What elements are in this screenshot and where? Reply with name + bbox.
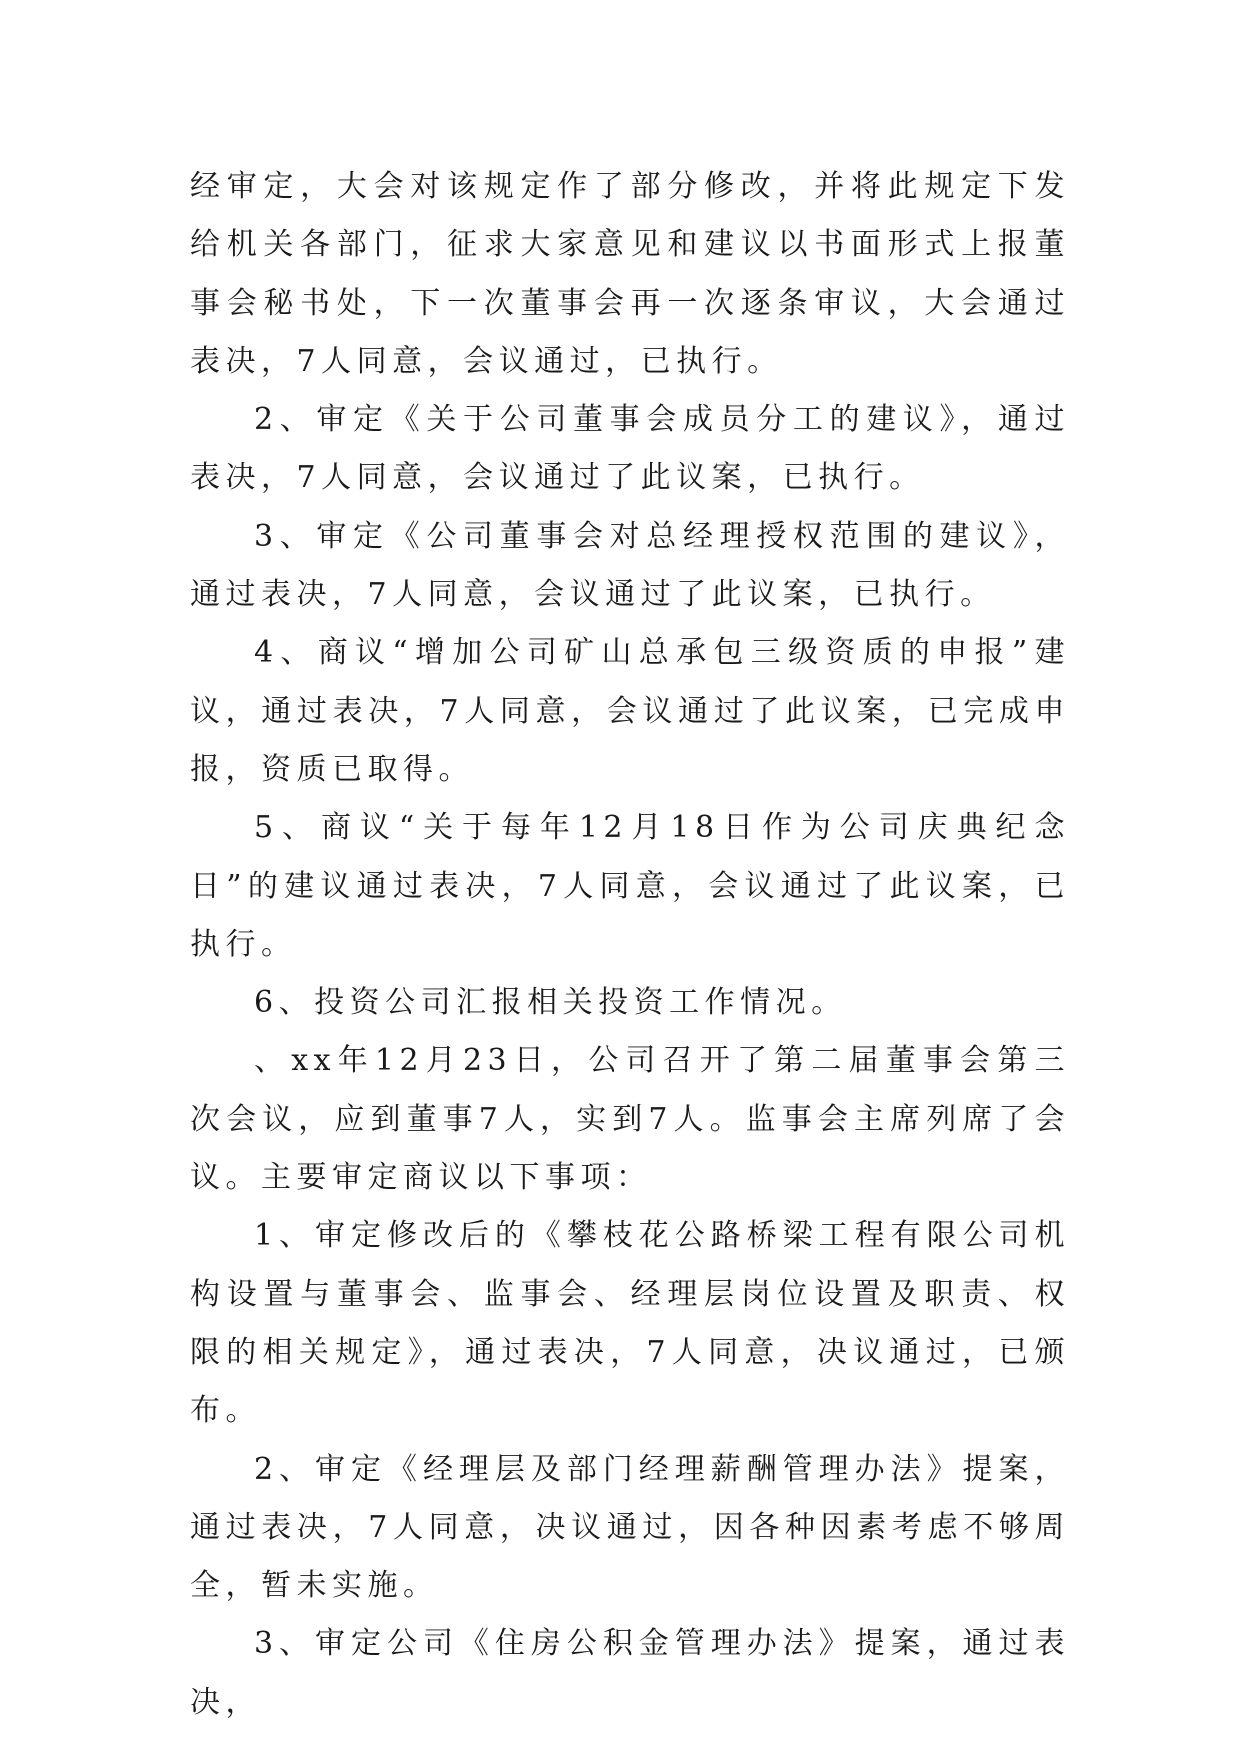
paragraph-7: 、xx年12月23日，公司召开了第二届董事会第三次会议，应到董事7人，实到7人。监事会主席列席了会议。主要审定商议以下事项： xyxy=(190,1043,1070,1196)
paragraph-5: 5、商议“关于每年12月18日作为公司庆典纪念日”的建议通过表决，7人同意，会议通过了此议案，已执行。 xyxy=(190,810,1070,962)
paragraph-9: 2、审定《经理层及部门经理薪酬管理办法》提案，通过表决，7人同意，决议通过，因各种因素考虑不够周全，暂未实施。 xyxy=(190,1451,1070,1604)
document-body xyxy=(190,158,1070,1732)
paragraph-8: 1、审定修改后的《攀枝花公路桥梁工程有限公司机构设置与董事会、监事会、经理层岗位设置及职责、权限的相关规定》，通过表决，7人同意，决议通过，已颁布。 xyxy=(190,1218,1070,1429)
paragraph-1: 经审定，大会对该规定作了部分修改，并将此规定下发给机关各部门，征求大家意见和建议以书面形式上报董事会秘书处，下一次董事会再一次逐条审议，大会通过表决，7人同意，会议通过，已执行。 xyxy=(190,169,1070,379)
paragraph-4: 4、商议“增加公司矿山总承包三级资质的申报”建议，通过表决，7人同意，会议通过了此议案，已完成申报，资质已取得。 xyxy=(190,635,1070,787)
paragraph-6: 6、投资公司汇报相关投资工作情况。 xyxy=(254,985,847,1021)
paragraph-3: 3、审定《公司董事会对总经理授权范围的建议》，通过表决，7人同意，会议通过了此议案，已执行。 xyxy=(190,518,1070,613)
paragraph-2: 2、审定《关于公司董事会成员分工的建议》，通过表决，7人同意，会议通过了此议案，已执行。 xyxy=(190,402,1070,496)
paragraph-10: 3、审定公司《住房公积金管理办法》提案，通过表决， xyxy=(190,1626,1070,1720)
